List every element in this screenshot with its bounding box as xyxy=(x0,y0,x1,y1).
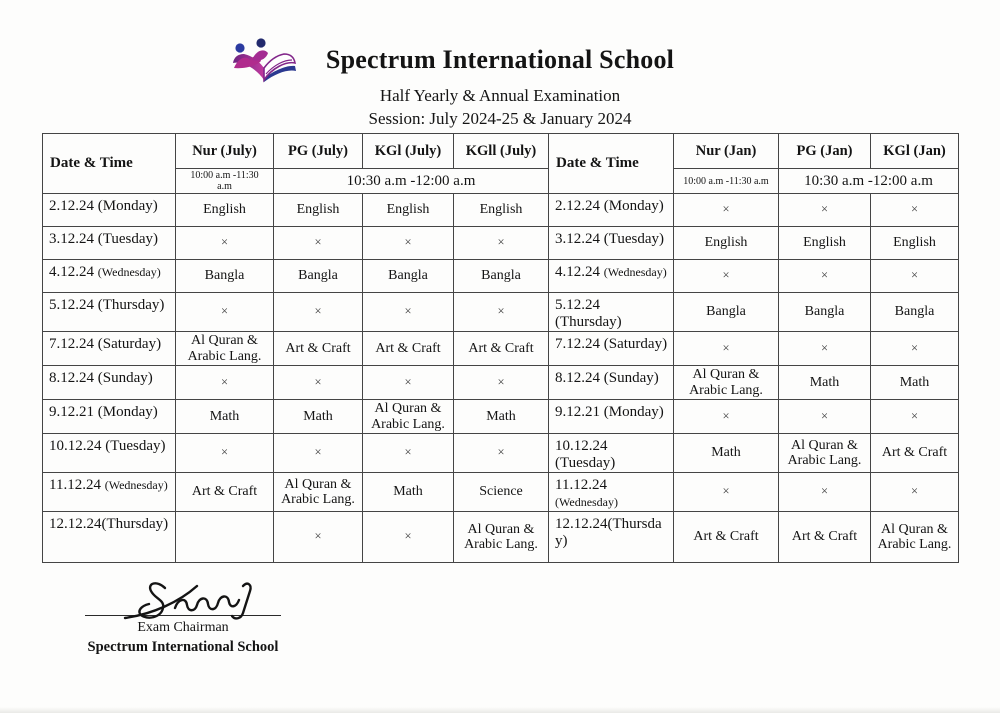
column-header-nur-jan: Nur (Jan) xyxy=(674,134,779,169)
subject-cell-july: Math xyxy=(176,400,274,434)
school-name: Spectrum International School xyxy=(325,45,675,74)
column-header-pg-jan: PG (Jan) xyxy=(779,134,871,169)
exam-table-body xyxy=(43,194,959,563)
column-header-pg-july: PG (July) xyxy=(274,134,363,169)
subject-cell-jan: × xyxy=(674,260,779,293)
date-cell-jan: 7.12.24 (Saturday) xyxy=(549,332,674,366)
subject-cell-jan: × xyxy=(871,332,959,366)
weekday-label: (Wednesday) xyxy=(104,478,168,492)
table-row xyxy=(43,260,959,293)
signature-block xyxy=(85,580,281,656)
subject-cell-july: × xyxy=(274,293,363,332)
subject-cell-jan: Art & Craft xyxy=(871,434,959,473)
date-time-header-right: Date & Time xyxy=(549,134,674,194)
subject-cell-jan: Art & Craft xyxy=(779,512,871,563)
subject-cell-jan: Math xyxy=(674,434,779,473)
subject-cell-jan: × xyxy=(674,473,779,512)
table-row xyxy=(43,227,959,260)
weekday-label: (Wednesday) xyxy=(97,265,161,279)
column-header-kgll-july: KGll (July) xyxy=(454,134,549,169)
subject-cell-july: × xyxy=(176,366,274,400)
nur-july-time-slot: 10:00 a.m -11:30 a.m xyxy=(176,169,274,194)
subject-cell-july: × xyxy=(363,293,454,332)
subject-cell-july: × xyxy=(176,434,274,473)
exam-title: Half Yearly & Annual Examination xyxy=(379,86,621,105)
subject-cell-july: Al Quran & Arabic Lang. xyxy=(454,512,549,563)
date-cell-july: 4.12.24 (Wednesday) xyxy=(43,260,176,293)
date-cell-july: 10.12.24 (Tuesday) xyxy=(43,434,176,473)
title-row xyxy=(0,38,1000,84)
subject-cell-july: Math xyxy=(454,400,549,434)
subject-cell-jan: Al Quran & Arabic Lang. xyxy=(871,512,959,563)
subject-cell-july: × xyxy=(274,366,363,400)
subject-cell-july: Al Quran & Arabic Lang. xyxy=(176,332,274,366)
subject-cell-jan: Math xyxy=(871,366,959,400)
subject-cell-july: × xyxy=(274,227,363,260)
subject-cell-jan: English xyxy=(871,227,959,260)
date-cell-july: 3.12.24 (Tuesday) xyxy=(43,227,176,260)
subject-cell-jan: English xyxy=(674,227,779,260)
subject-cell-july: × xyxy=(274,434,363,473)
signature-line xyxy=(85,615,281,616)
subject-cell-july: English xyxy=(363,194,454,227)
date-cell-jan: 10.12.24 (Tuesday) xyxy=(549,434,674,473)
subject-cell-jan: Bangla xyxy=(779,293,871,332)
subject-cell-july: × xyxy=(454,227,549,260)
date-cell-jan: 3.12.24 (Tuesday) xyxy=(549,227,674,260)
subject-cell-jan: × xyxy=(674,332,779,366)
subject-cell-july: Al Quran & Arabic Lang. xyxy=(274,473,363,512)
table-row xyxy=(43,194,959,227)
subject-cell-jan: Art & Craft xyxy=(674,512,779,563)
subject-cell-july: English xyxy=(176,194,274,227)
column-header-nur-july: Nur (July) xyxy=(176,134,274,169)
subject-cell-july: × xyxy=(454,366,549,400)
subject-cell-july: Bangla xyxy=(176,260,274,293)
date-cell-july: 12.12.24(Thursday) xyxy=(43,512,176,563)
subject-cell-july: × xyxy=(363,512,454,563)
subject-cell-july: Bangla xyxy=(363,260,454,293)
subject-cell-july: English xyxy=(274,194,363,227)
table-header-row xyxy=(43,134,959,169)
signature-org: Spectrum International School xyxy=(87,639,279,655)
table-row xyxy=(43,366,959,400)
subject-cell-july: Art & Craft xyxy=(176,473,274,512)
subject-cell-jan: × xyxy=(779,194,871,227)
column-header-kgl-july: KGl (July) xyxy=(363,134,454,169)
signature-title: Exam Chairman xyxy=(137,620,229,635)
subject-cell-july: Al Quran & Arabic Lang. xyxy=(363,400,454,434)
date-cell-july: 8.12.24 (Sunday) xyxy=(43,366,176,400)
date-cell-jan: 11.12.24 (Wednesday) xyxy=(549,473,674,512)
nur-jan-time-slot: 10:00 a.m -11:30 a.m xyxy=(674,169,779,194)
date-cell-jan: 4.12.24 (Wednesday) xyxy=(549,260,674,293)
subject-cell-jan: × xyxy=(674,194,779,227)
subject-cell-jan: × xyxy=(779,400,871,434)
date-cell-jan: 12.12.24(Thursday) xyxy=(549,512,674,563)
subject-cell-july: × xyxy=(176,293,274,332)
subject-cell-jan: × xyxy=(871,473,959,512)
subject-cell-july: × xyxy=(454,293,549,332)
subject-cell-july: Art & Craft xyxy=(363,332,454,366)
subject-cell-jan: Bangla xyxy=(871,293,959,332)
date-cell-jan: 2.12.24 (Monday) xyxy=(549,194,674,227)
subject-cell-july: Art & Craft xyxy=(274,332,363,366)
column-header-kgl-jan: KGl (Jan) xyxy=(871,134,959,169)
table-row xyxy=(43,434,959,473)
subject-cell-jan: English xyxy=(779,227,871,260)
subject-cell-july: Art & Craft xyxy=(454,332,549,366)
date-time-header-left: Date & Time xyxy=(43,134,176,194)
subject-cell-jan: × xyxy=(779,260,871,293)
table-time-row xyxy=(43,169,959,194)
date-cell-july: 2.12.24 (Monday) xyxy=(43,194,176,227)
subject-cell-july: × xyxy=(363,434,454,473)
jan-shared-time-slot: 10:30 a.m -12:00 a.m xyxy=(779,169,959,194)
subject-cell-july: Bangla xyxy=(274,260,363,293)
subject-cell-july: Science xyxy=(454,473,549,512)
table-row xyxy=(43,512,959,563)
subject-cell-july: × xyxy=(176,227,274,260)
date-cell-july: 5.12.24 (Thursday) xyxy=(43,293,176,332)
date-cell-jan: 9.12.21 (Monday) xyxy=(549,400,674,434)
date-cell-jan: 8.12.24 (Sunday) xyxy=(549,366,674,400)
subject-cell-july: Bangla xyxy=(454,260,549,293)
weekday-label: (Wednesday) xyxy=(603,265,667,279)
subject-cell-jan: × xyxy=(871,400,959,434)
subject-cell-july: Math xyxy=(363,473,454,512)
subject-cell-jan: Al Quran & Arabic Lang. xyxy=(674,366,779,400)
weekday-label: (Wednesday) xyxy=(555,495,619,509)
date-cell-july: 9.12.21 (Monday) xyxy=(43,400,176,434)
subject-cell-july: × xyxy=(274,512,363,563)
subject-cell-jan: × xyxy=(871,260,959,293)
session-line: Session: July 2024-25 & January 2024 xyxy=(368,109,632,128)
july-shared-time-slot: 10:30 a.m -12:00 a.m xyxy=(274,169,549,194)
table-row xyxy=(43,293,959,332)
subject-cell-jan: × xyxy=(779,332,871,366)
subject-cell-july: × xyxy=(454,434,549,473)
subject-cell-july: × xyxy=(363,227,454,260)
table-row xyxy=(43,332,959,366)
date-cell-july: 7.12.24 (Saturday) xyxy=(43,332,176,366)
subject-cell-july: English xyxy=(454,194,549,227)
exam-schedule-table xyxy=(42,133,959,563)
document-header xyxy=(0,38,1000,130)
subject-cell-july: × xyxy=(363,366,454,400)
school-book-logo-icon xyxy=(230,38,298,84)
table-row xyxy=(43,400,959,434)
date-cell-july: 11.12.24 (Wednesday) xyxy=(43,473,176,512)
subject-cell-july: Math xyxy=(274,400,363,434)
date-cell-jan: 5.12.24 (Thursday) xyxy=(549,293,674,332)
subject-cell-jan: Al Quran & Arabic Lang. xyxy=(779,434,871,473)
subject-cell-jan: × xyxy=(674,400,779,434)
table-row xyxy=(43,473,959,512)
subject-cell-jan: × xyxy=(779,473,871,512)
subject-cell-jan: Math xyxy=(779,366,871,400)
subject-cell-jan: × xyxy=(871,194,959,227)
subject-cell-jan: Bangla xyxy=(674,293,779,332)
subject-cell-july xyxy=(176,512,274,563)
